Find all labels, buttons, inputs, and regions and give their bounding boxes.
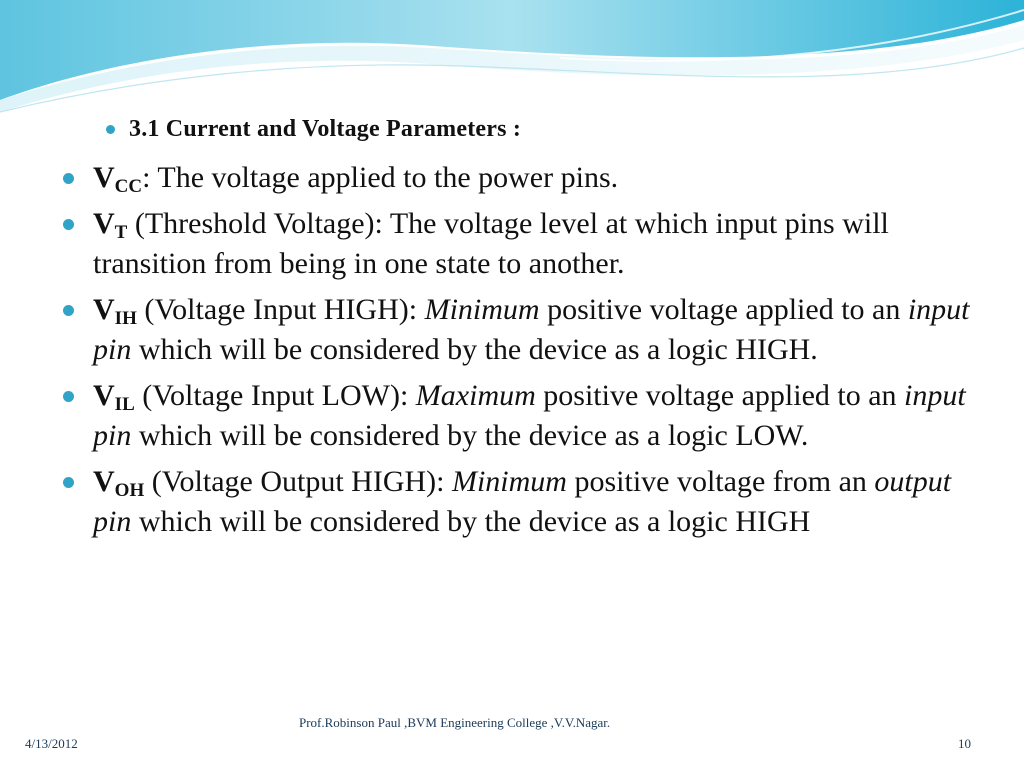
symbol-base: V xyxy=(93,293,115,326)
symbol-subscript: CC xyxy=(114,176,143,197)
symbol-base: V xyxy=(93,465,115,498)
footer-date: 4/13/2012 xyxy=(25,736,78,751)
definition-text: which will be considered by the device as a logic LOW. xyxy=(131,419,809,452)
list-item-voh xyxy=(62,462,972,542)
list-item-vcc xyxy=(62,158,972,198)
definition-text: which will be considered by the device as a logic HIGH. xyxy=(131,333,818,366)
definition-text: positive voltage applied to an xyxy=(535,379,905,412)
bullet-icon xyxy=(63,391,74,402)
footer-author: Prof.Robinson Paul ,BVM Engineering College ,V.V.Nagar. xyxy=(299,715,611,730)
emphasis-text: input pin xyxy=(93,379,966,452)
bullet-icon xyxy=(63,219,74,230)
heading-bullet-icon xyxy=(106,125,115,134)
symbol xyxy=(93,293,137,329)
section-heading-text: 3.1 Current and Voltage Parameters : xyxy=(129,116,522,142)
definition-text: (Voltage Input HIGH): xyxy=(136,293,425,326)
symbol-base: V xyxy=(93,379,115,412)
list-item-vt xyxy=(62,204,972,284)
section-heading xyxy=(106,116,521,143)
emphasis-text: input pin xyxy=(93,293,970,366)
page-number: 10 xyxy=(958,736,971,751)
definition-text: which will be considered by the device as a logic HIGH xyxy=(131,505,811,538)
list-item-vih xyxy=(62,290,972,370)
symbol-subscript: IH xyxy=(114,308,137,329)
symbol-subscript: IL xyxy=(114,394,135,415)
symbol xyxy=(93,379,135,415)
symbol xyxy=(93,465,145,501)
parameter-list xyxy=(62,158,972,548)
definition-text: positive voltage from an xyxy=(566,465,875,498)
symbol-base: V xyxy=(93,207,115,240)
definition-text: (Voltage Input LOW): xyxy=(134,379,416,412)
bullet-icon xyxy=(63,173,74,184)
emphasis-text: output pin xyxy=(93,465,952,538)
symbol-base: V xyxy=(93,161,115,194)
list-item-vil xyxy=(62,376,972,456)
symbol-subscript: T xyxy=(114,222,128,243)
bullet-icon xyxy=(63,305,74,316)
symbol xyxy=(93,207,128,243)
definition-text: : The voltage applied to the power pins. xyxy=(142,161,619,194)
emphasis-text: Minimum xyxy=(424,293,540,326)
definition-text: (Voltage Output HIGH): xyxy=(144,465,452,498)
definition-text: (Threshold Voltage): The voltage level at which input pins will transition from being in one state to another. xyxy=(93,207,889,280)
symbol-subscript: OH xyxy=(114,480,145,501)
emphasis-text: Maximum xyxy=(415,379,536,412)
emphasis-text: Minimum xyxy=(451,465,567,498)
definition-text: positive voltage applied to an xyxy=(539,293,908,326)
bullet-icon xyxy=(63,477,74,488)
symbol xyxy=(93,161,143,197)
